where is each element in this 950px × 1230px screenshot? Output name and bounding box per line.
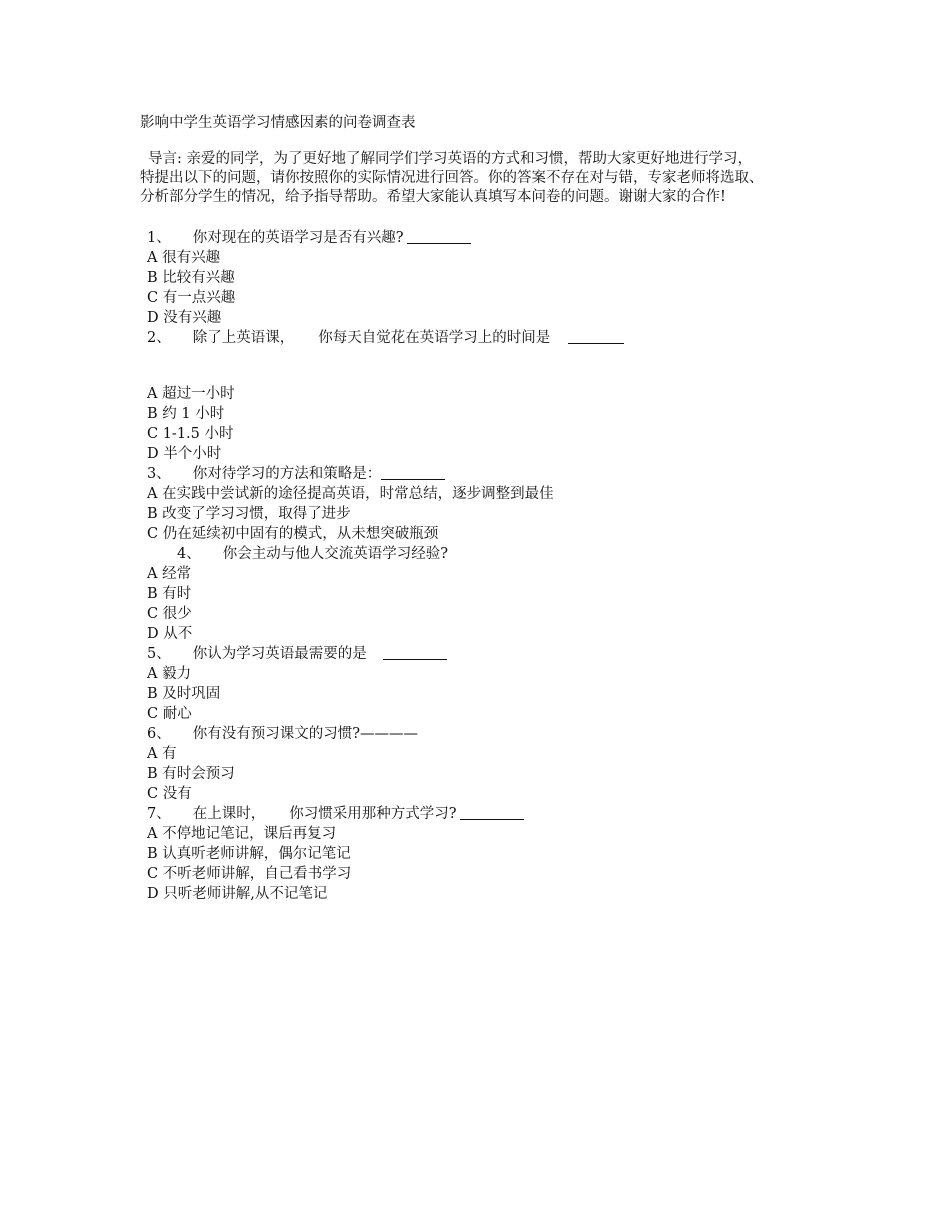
intro-line: 分析部分学生的情况，给予指导帮助。希望大家能认真填写本问卷的问题。谢谢大家的合作! [140, 189, 726, 205]
option: A 有 [147, 746, 177, 762]
question-4 [147, 544, 847, 564]
intro-line: 特提出以下的问题，请你按照你的实际情况进行回答。你的答案不存在对与错，专家老师将选取、 [140, 170, 764, 186]
question-list [147, 228, 847, 904]
question-text: 你认为学习英语最需要的是 [192, 646, 367, 662]
question-number: 4、 [177, 546, 201, 562]
answer-blank [568, 329, 624, 344]
question-5 [147, 644, 847, 664]
option: C 1-1.5 小时 [147, 426, 234, 442]
option: A 经常 [147, 566, 192, 582]
option: C 不听老师讲解，自己看书学习 [147, 866, 352, 882]
option: C 仍在延续初中固有的模式，从未想突破瓶颈 [147, 526, 439, 542]
option: B 有时 [147, 586, 192, 602]
question-text: 你每天自觉花在英语学习上的时间是 [318, 330, 551, 346]
option: C 没有 [147, 786, 192, 802]
option: A 不停地记笔记，课后再复习 [147, 826, 337, 842]
option: D 半个小时 [147, 446, 222, 462]
question-number: 1、 [147, 230, 171, 246]
option: D 只听老师讲解,从不记笔记 [147, 886, 328, 902]
option: B 及时巩固 [147, 686, 221, 702]
question-text: 你会主动与他人交流英语学习经验? [222, 546, 449, 562]
option: D 从不 [147, 626, 193, 642]
option: A 在实践中尝试新的途径提高英语，时常总结，逐步调整到最佳 [147, 486, 554, 502]
answer-blank [407, 229, 471, 244]
option: C 很少 [147, 606, 192, 622]
question-text: 你习惯采用那种方式学习? [289, 806, 457, 822]
question-number: 5、 [147, 646, 171, 662]
intro-line: 导言: 亲爱的同学，为了更好地了解同学们学习英语的方式和习惯，帮助大家更好地进行学习， [148, 151, 752, 167]
option: D 没有兴趣 [147, 310, 222, 326]
question-text: 你对待学习的方法和策略是： [192, 466, 382, 482]
option: B 改变了学习习惯，取得了进步 [147, 506, 351, 522]
question-2 [147, 328, 847, 348]
question-text: 你有没有预习课文的习惯?———— [192, 726, 419, 742]
question-number: 2、 [147, 330, 171, 346]
question-7 [147, 804, 847, 824]
option: B 认真听老师讲解，偶尔记笔记 [147, 846, 351, 862]
option: B 有时会预习 [147, 766, 235, 782]
answer-blank [381, 465, 445, 480]
question-number: 7、 [147, 806, 171, 822]
document-title: 影响中学生英语学习情感因素的问卷调查表 [140, 115, 416, 131]
option: B 比较有兴趣 [147, 270, 235, 286]
question-text: 你对现在的英语学习是否有兴趣? [192, 230, 404, 246]
question-6 [147, 724, 847, 744]
option: C 耐心 [147, 706, 192, 722]
question-text: 在上课时， [192, 806, 266, 822]
answer-blank [383, 645, 447, 660]
option: A 很有兴趣 [147, 250, 221, 266]
question-text: 除了上英语课， [192, 330, 295, 346]
option: A 超过一小时 [147, 386, 235, 402]
question-number: 6、 [147, 726, 171, 742]
question-number: 3、 [147, 466, 171, 482]
question-3 [147, 464, 847, 484]
option: A 毅力 [147, 666, 192, 682]
question-1 [147, 228, 847, 248]
intro-paragraph [140, 150, 830, 207]
option: C 有一点兴趣 [147, 290, 236, 306]
answer-blank [460, 805, 524, 820]
option: B 约 1 小时 [147, 406, 225, 422]
